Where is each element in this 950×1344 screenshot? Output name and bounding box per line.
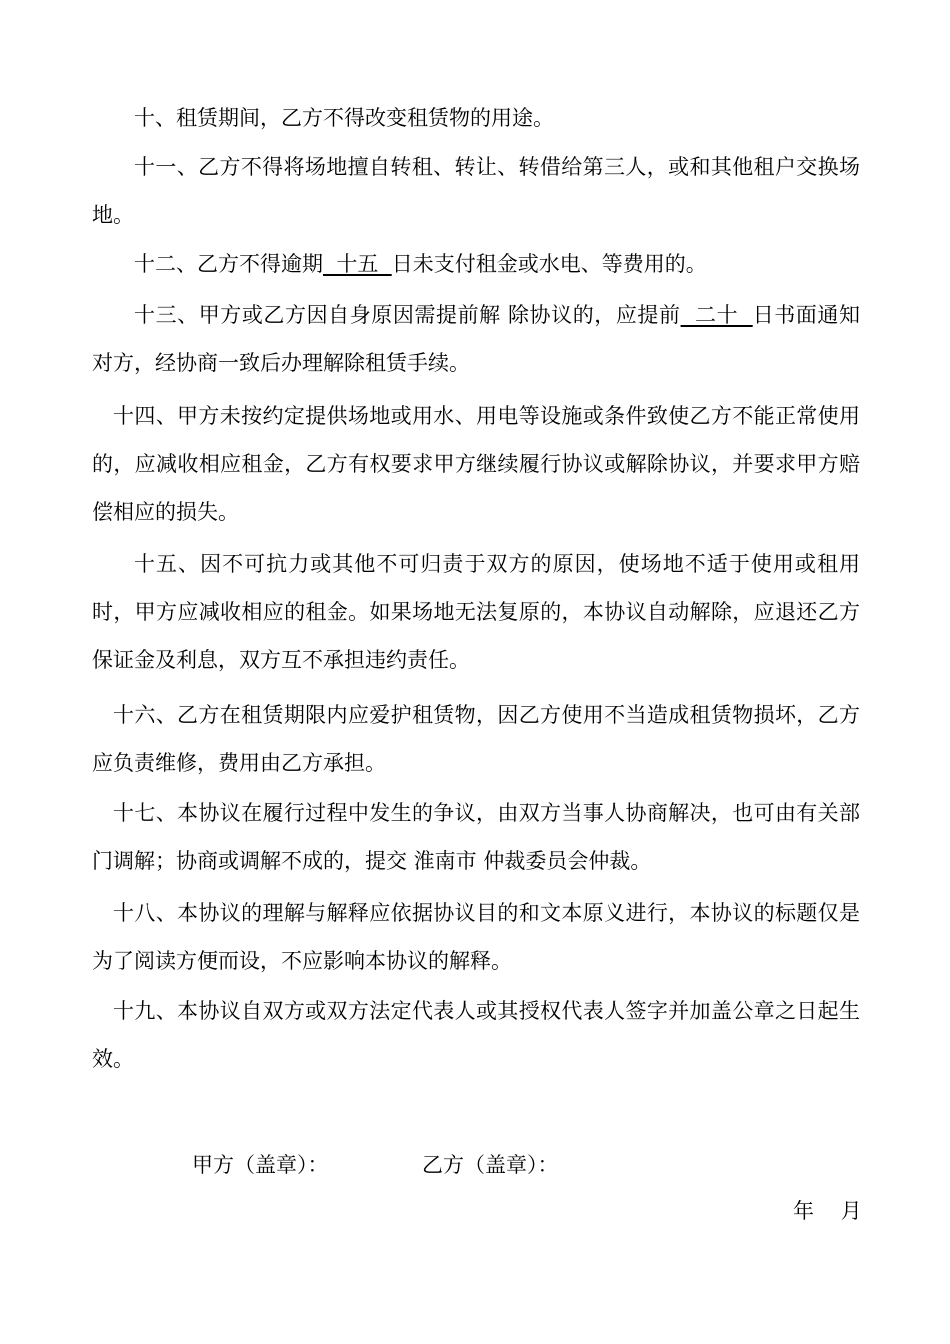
clause-17: 十七、本协议在履行过程中发生的争议，由双方当事人协商解决，也可由有关部门调解；协商或调解不成的，提交 淮南市 仲裁委员会仲裁。 (92, 801, 860, 873)
clause-12-post: 日未支付租金或水电、等费用的。 (391, 252, 707, 276)
clause-13-blank: 二十 (680, 303, 753, 327)
clause-10: 十、租赁期间，乙方不得改变租赁物的用途。 (134, 106, 554, 130)
date-label: 年 月 (793, 1199, 862, 1223)
clause-18: 十八、本协议的理解与解释应依据协议目的和文本原义进行，本协议的标题仅是为了阅读方便而设，不应影响本协议的解释。 (92, 901, 860, 973)
clause-13 (92, 291, 860, 387)
clause-19: 十九、本协议自双方或双方法定代表人或其授权代表人签字并加盖公章之日起生效。 (92, 999, 860, 1071)
clause-13-pre: 十三、甲方或乙方因自身原因需提前解 除协议的，应提前 (134, 303, 681, 327)
clause-12-pre: 十二、乙方不得逾期 (134, 252, 323, 276)
clause-13-post: 日书面通知对方，经协商一致后办理解除租赁手续。 (92, 303, 860, 375)
clause-16: 十六、乙方在租赁期限内应爱护租赁物，因乙方使用不当造成租赁物损坏，乙方应负责维修，费用由乙方承担。 (92, 703, 860, 775)
party-a-seal-label: 甲方（盖章）： (192, 1153, 329, 1177)
clause-14: 十四、甲方未按约定提供场地或用水、用电等设施或条件致使乙方不能正常使用的，应减收相应租金，乙方有权要求甲方继续履行协议或解除协议，并要求甲方赔偿相应的损失。 (92, 404, 860, 524)
clause-12-blank: 十五 (323, 252, 392, 276)
clause-11: 十一、乙方不得将场地擅自转租、转让、转借给第三人，或和其他租户交换场地。 (92, 155, 860, 227)
clause-12 (92, 240, 860, 288)
party-b-seal-label: 乙方（盖章）： (422, 1153, 559, 1177)
clause-15: 十五、因不可抗力或其他不可归责于双方的原因，使场地不适于使用或租用时，甲方应减收相应的租金。如果场地无法复原的，本协议自动解除，应退还乙方保证金及利息，双方互不承担违约责任。 (92, 552, 860, 672)
